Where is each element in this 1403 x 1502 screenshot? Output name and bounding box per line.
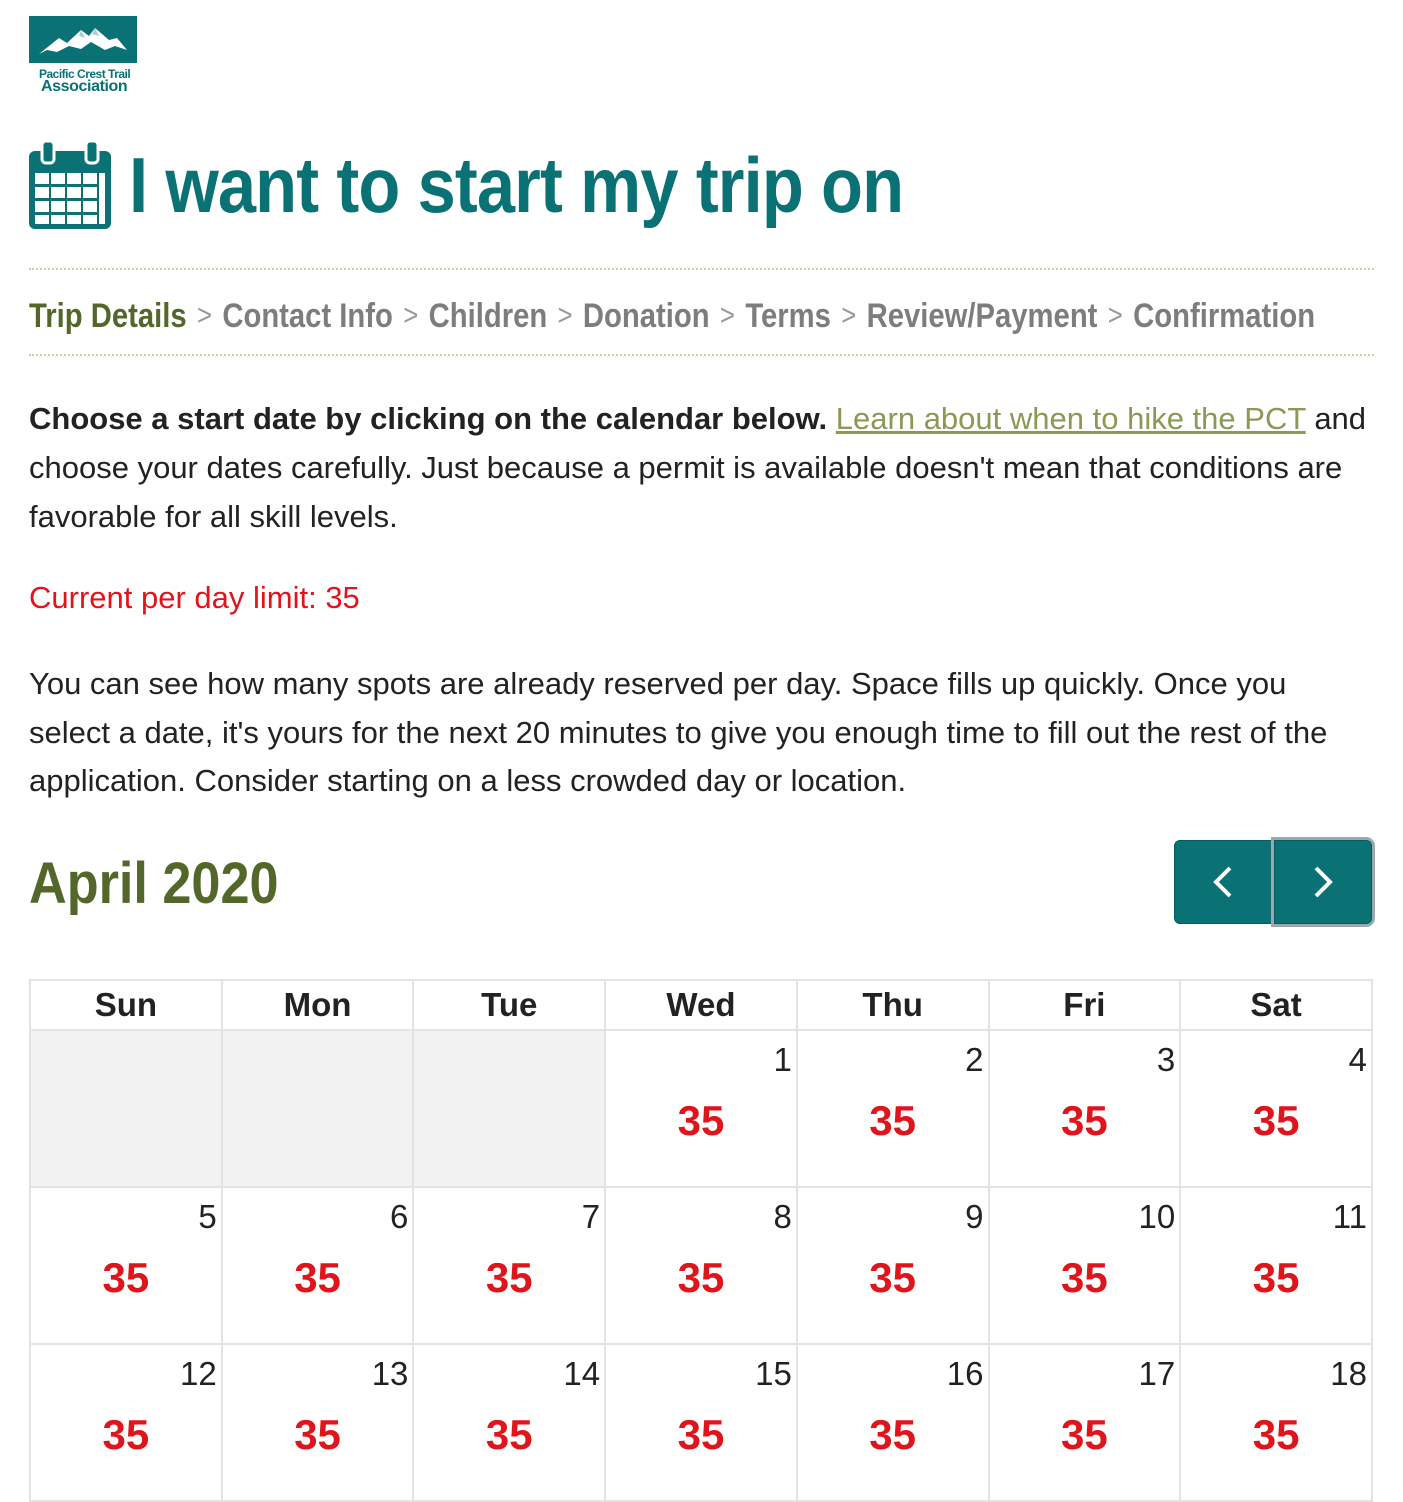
day-cell[interactable] (989, 1187, 1181, 1344)
weekday-mon: Mon (222, 980, 414, 1030)
chevron-right-icon (1312, 865, 1334, 899)
reserved-count: 35 (677, 1097, 725, 1144)
day-cell[interactable] (413, 1187, 605, 1344)
reserved-count: 35 (485, 1411, 533, 1458)
breadcrumb-divider-top (29, 268, 1374, 270)
page-heading (29, 140, 1009, 230)
breadcrumb-divider-bottom (29, 354, 1374, 356)
reserved-count: 35 (1061, 1254, 1108, 1301)
day-cell[interactable] (605, 1344, 797, 1501)
pcta-logo[interactable] (29, 16, 137, 96)
day-cell[interactable] (989, 1344, 1181, 1501)
breadcrumb-separator: > (841, 299, 857, 332)
spots-info-paragraph: You can see how many spots are already reserved per day. Space fills up quickly. Once you select a date, it's yours for the next 20 minutes to give you enough time to fill out the rest of the application. Consider starting on a less crowded day or location. (29, 666, 1328, 798)
calendar-month-title: April 2020 (29, 851, 279, 916)
weekday-thu: Thu (797, 980, 989, 1030)
breadcrumb-separator: > (557, 299, 573, 332)
next-month-button[interactable] (1274, 840, 1372, 924)
day-cell[interactable] (222, 1344, 414, 1501)
page-title: I want to start my trip on (129, 140, 904, 229)
empty-day-cell (222, 1030, 414, 1187)
day-cell[interactable] (30, 1187, 222, 1344)
day-number: 6 (390, 1198, 409, 1235)
breadcrumb-separator: > (403, 299, 419, 332)
calendar-week (30, 1187, 1372, 1344)
day-cell[interactable] (605, 1187, 797, 1344)
day-cell[interactable] (605, 1030, 797, 1187)
breadcrumb-separator: > (719, 299, 736, 332)
empty-day-cell (413, 1030, 605, 1187)
day-number: 10 (1138, 1198, 1176, 1235)
day-cell[interactable] (797, 1187, 989, 1344)
reserved-count: 35 (869, 1254, 917, 1301)
calendar-week (30, 1030, 1372, 1187)
reserved-count: 35 (1252, 1097, 1300, 1144)
day-cell[interactable] (1180, 1030, 1372, 1187)
weekday-sun: Sun (30, 980, 222, 1030)
day-cell[interactable] (989, 1030, 1181, 1187)
day-cell[interactable] (30, 1344, 222, 1501)
weekday-tue: Tue (413, 980, 605, 1030)
day-number: 15 (755, 1355, 792, 1392)
day-number: 7 (581, 1198, 601, 1235)
weekday-wed: Wed (605, 980, 797, 1030)
day-number: 13 (371, 1355, 409, 1392)
weekday-header-row (30, 980, 1372, 1030)
reserved-count: 35 (869, 1411, 917, 1458)
reserved-count: 35 (677, 1254, 725, 1301)
breadcrumb (29, 292, 1316, 340)
day-cell[interactable] (1180, 1187, 1372, 1344)
mountain-logo-icon (29, 16, 137, 63)
reserved-count: 35 (677, 1411, 725, 1458)
reserved-count: 35 (869, 1097, 917, 1144)
breadcrumb-separator: > (196, 299, 213, 332)
when-to-hike-link[interactable]: Learn about when to hike the PCT (835, 401, 1306, 436)
intro-paragraph (29, 394, 1374, 541)
breadcrumb-review-payment: Review/Payment (866, 296, 1098, 335)
reserved-count: 35 (102, 1254, 150, 1301)
day-cell[interactable] (797, 1344, 989, 1501)
day-number: 18 (1330, 1355, 1367, 1392)
per-day-limit: Current per day limit: 35 (29, 580, 360, 615)
intro-caution-text: and choose your dates carefully. Just because a permit is available doesn't mean that conditions are favorable for all skill levels. (29, 401, 1367, 534)
day-number: 2 (965, 1041, 984, 1078)
breadcrumb-donation: Donation (582, 296, 710, 335)
day-number: 1 (773, 1041, 792, 1078)
reserved-count: 35 (1061, 1097, 1108, 1144)
month-navigation (1174, 840, 1374, 926)
day-cell[interactable] (413, 1344, 605, 1501)
chevron-left-icon (1212, 865, 1234, 899)
day-number: 17 (1138, 1355, 1176, 1392)
breadcrumb-confirmation: Confirmation (1133, 296, 1316, 335)
day-number: 12 (179, 1355, 217, 1392)
breadcrumb-trip-details: Trip Details (29, 296, 187, 335)
day-number: 16 (946, 1355, 984, 1392)
empty-day-cell (30, 1030, 222, 1187)
day-cell[interactable] (797, 1030, 989, 1187)
day-number: 4 (1348, 1041, 1367, 1078)
reserved-count: 35 (294, 1411, 341, 1458)
reserved-count: 35 (102, 1411, 150, 1458)
reserved-count: 35 (294, 1254, 341, 1301)
breadcrumb-children: Children (428, 296, 548, 335)
calendar-icon (29, 141, 111, 229)
day-cell[interactable] (1180, 1344, 1372, 1501)
reserved-count: 35 (485, 1254, 533, 1301)
logo-line1: Pacific Crest Trail (39, 67, 131, 81)
breadcrumb-separator: > (1107, 299, 1123, 332)
day-cell[interactable] (222, 1187, 414, 1344)
calendar-grid (29, 979, 1373, 1502)
day-number: 5 (198, 1198, 217, 1235)
weekday-sat: Sat (1180, 980, 1372, 1030)
day-number: 14 (563, 1355, 601, 1392)
breadcrumb-contact-info: Contact Info (222, 296, 393, 335)
reserved-count: 35 (1061, 1411, 1108, 1458)
breadcrumb-terms: Terms (745, 296, 831, 335)
previous-month-button[interactable] (1174, 840, 1272, 924)
day-number: 9 (965, 1198, 984, 1235)
intro-instruction: Choose a start date by clicking on the calendar below. (29, 401, 828, 436)
logo-line2: Association (41, 78, 128, 95)
day-number: 8 (773, 1198, 792, 1235)
calendar-week (30, 1344, 1372, 1501)
day-number: 3 (1156, 1041, 1176, 1078)
day-number: 11 (1332, 1198, 1367, 1235)
weekday-fri: Fri (989, 980, 1181, 1030)
reserved-count: 35 (1252, 1254, 1300, 1301)
reserved-count: 35 (1252, 1411, 1300, 1458)
